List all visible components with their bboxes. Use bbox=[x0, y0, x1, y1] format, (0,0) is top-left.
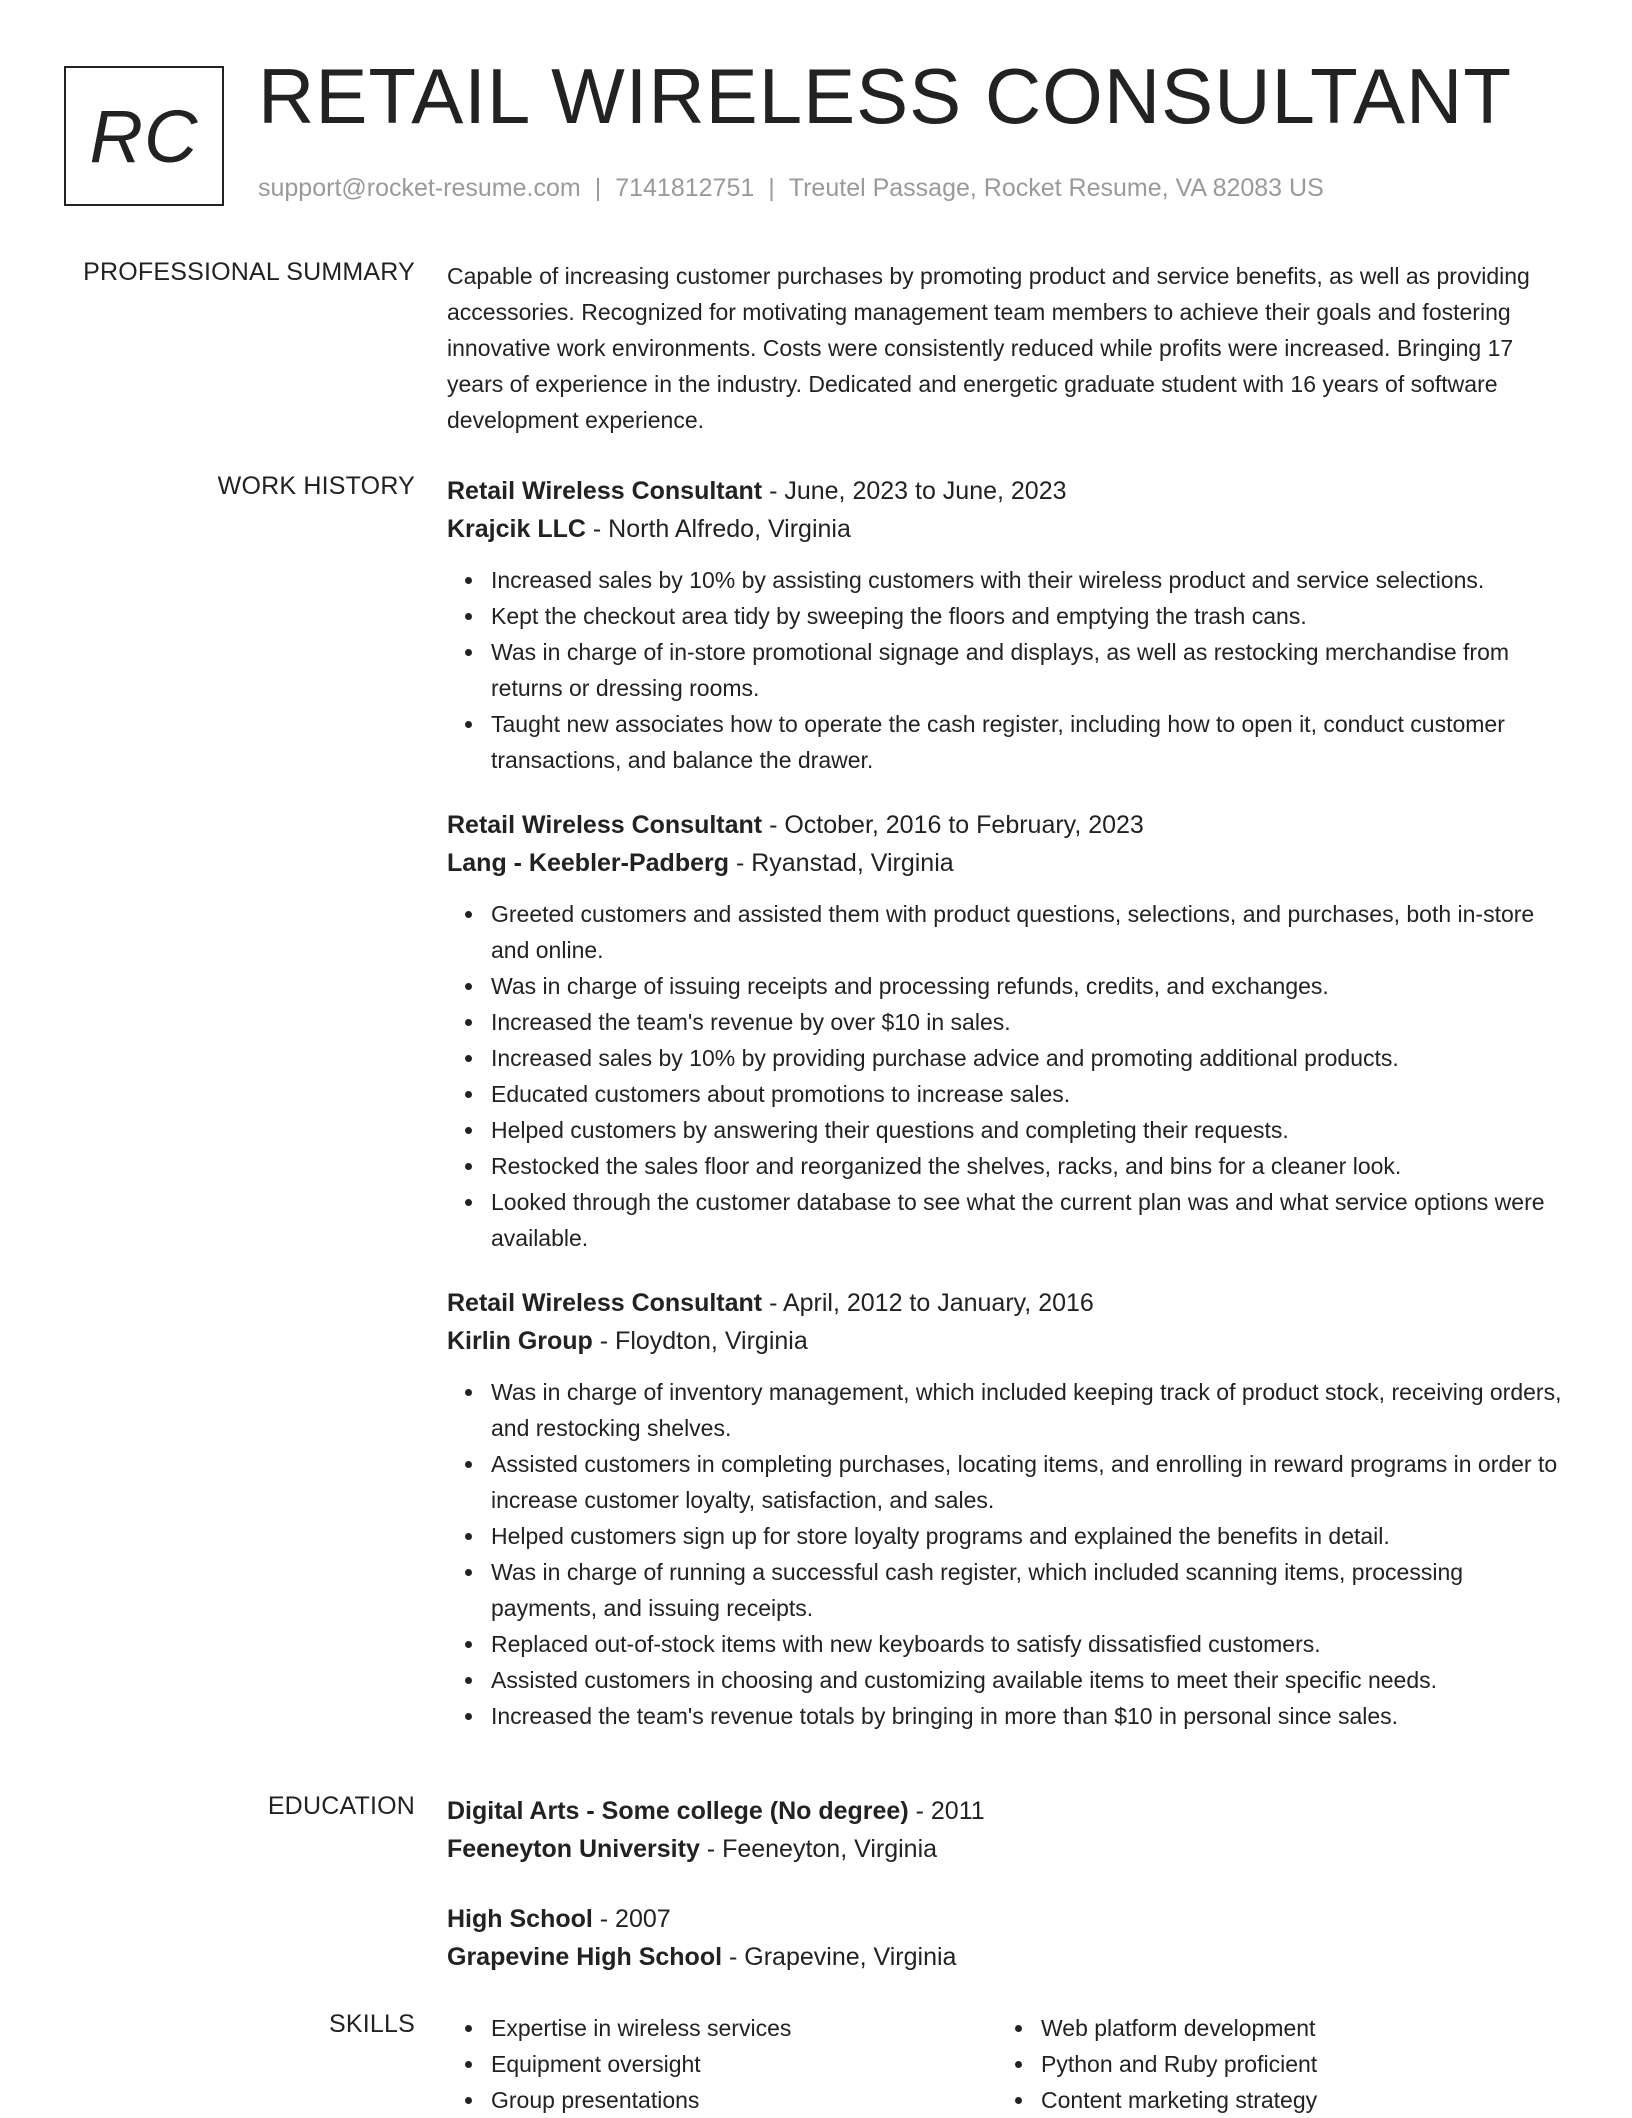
job-bullet: Assisted customers in choosing and customizing available items to meet their specific needs. bbox=[491, 1662, 1572, 1698]
job-location: - Ryanstad, Virginia bbox=[729, 849, 954, 877]
skills-column-left bbox=[447, 2010, 997, 2118]
job-dates: - April, 2012 to January, 2016 bbox=[762, 1289, 1094, 1317]
job-bullet: Assisted customers in completing purchases, locating items, and enrolling in reward programs in order to increase customer loyalty, satisfaction, and sales. bbox=[491, 1446, 1572, 1518]
skill-item: Python and Ruby proficient bbox=[1041, 2046, 1547, 2082]
monogram-initials: RC bbox=[89, 94, 199, 178]
skill-item: Group presentations bbox=[491, 2082, 997, 2118]
education-location: - Feeneyton, Virginia bbox=[699, 1835, 938, 1863]
skills-list bbox=[447, 2010, 997, 2118]
section-label-work-history: WORK HISTORY bbox=[217, 472, 415, 500]
job-bullet: Increased the team's revenue totals by bringing in more than $10 in personal since sales. bbox=[491, 1698, 1572, 1734]
summary-body bbox=[447, 258, 1572, 438]
skills-body bbox=[447, 2010, 1572, 2118]
job-title-line bbox=[447, 1284, 1572, 1322]
job-title: Retail Wireless Consultant bbox=[447, 477, 763, 505]
job-bullets bbox=[447, 562, 1572, 778]
contact-email: support@rocket-resume.com bbox=[258, 174, 581, 202]
job-entry bbox=[447, 1284, 1572, 1734]
job-bullet: Educated customers about promotions to increase sales. bbox=[491, 1076, 1572, 1112]
education-school: Grapevine High School bbox=[447, 1943, 723, 1971]
job-dates: - October, 2016 to February, 2023 bbox=[762, 811, 1144, 839]
job-title-line bbox=[447, 806, 1572, 844]
job-bullet: Restocked the sales floor and reorganized the shelves, racks, and bins for a cleaner look. bbox=[491, 1148, 1572, 1184]
section-label-education: EDUCATION bbox=[267, 1792, 415, 1820]
section-label-summary: PROFESSIONAL SUMMARY bbox=[83, 258, 415, 286]
section-label-skills: SKILLS bbox=[329, 2010, 415, 2038]
summary-text: Capable of increasing customer purchases by promoting product and service benefits, as well as providing accessories. Recognized for motivating management team members to achieve their goals and fostering innovative work environments. Costs were consistently reduced while profits were increased. Bringing 17 years of experience in the industry. Dedicated and energetic graduate student with 16 years of software development experience. bbox=[447, 263, 1530, 433]
contact-separator: | bbox=[594, 174, 602, 202]
job-bullet: Kept the checkout area tidy by sweeping the floors and emptying the trash cans. bbox=[491, 598, 1572, 634]
job-bullet: Helped customers sign up for store loyalty programs and explained the benefits in detail. bbox=[491, 1518, 1572, 1554]
job-company: Krajcik LLC bbox=[447, 515, 586, 543]
education-degree-line bbox=[447, 1792, 1572, 1830]
job-bullets bbox=[447, 896, 1572, 1256]
job-location: - Floydton, Virginia bbox=[592, 1327, 808, 1355]
job-title: Retail Wireless Consultant bbox=[447, 1289, 763, 1317]
job-bullet: Helped customers by answering their questions and completing their requests. bbox=[491, 1112, 1572, 1148]
job-bullet: Greeted customers and assisted them with product questions, selections, and purchases, both in-store and online. bbox=[491, 896, 1572, 968]
job-bullets bbox=[447, 1374, 1572, 1734]
resume-title: RETAIL WIRELESS CONSULTANT bbox=[258, 52, 1512, 140]
skills-columns bbox=[447, 2010, 1572, 2118]
job-title-line bbox=[447, 472, 1572, 510]
skill-item: Expertise in wireless services bbox=[491, 2010, 997, 2046]
job-bullet: Increased sales by 10% by assisting customers with their wireless product and service selections. bbox=[491, 562, 1572, 598]
job-bullet: Looked through the customer database to see what the current plan was and what service options were available. bbox=[491, 1184, 1572, 1256]
job-company-line bbox=[447, 1322, 1572, 1360]
job-bullet: Was in charge of in-store promotional signage and displays, as well as restocking merchandise from returns or dressing rooms. bbox=[491, 634, 1572, 706]
skill-item: Content marketing strategy bbox=[1041, 2082, 1547, 2118]
education-year: - 2007 bbox=[592, 1905, 671, 1933]
job-bullet: Taught new associates how to operate the cash register, including how to open it, conduct customer transactions, and balance the drawer. bbox=[491, 706, 1572, 778]
job-bullet: Increased the team's revenue by over $10 in sales. bbox=[491, 1004, 1572, 1040]
job-dates: - June, 2023 to June, 2023 bbox=[762, 477, 1067, 505]
job-company-line bbox=[447, 510, 1572, 548]
education-school-line bbox=[447, 1938, 1572, 1976]
education-body bbox=[447, 1792, 1572, 2008]
education-year: - 2011 bbox=[908, 1797, 985, 1825]
job-bullet: Was in charge of issuing receipts and processing refunds, credits, and exchanges. bbox=[491, 968, 1572, 1004]
monogram-box bbox=[64, 66, 224, 206]
skill-item: Web platform development bbox=[1041, 2010, 1547, 2046]
education-school: Feeneyton University bbox=[447, 1835, 700, 1863]
job-bullet: Increased sales by 10% by providing purchase advice and promoting additional products. bbox=[491, 1040, 1572, 1076]
education-school-line bbox=[447, 1830, 1572, 1868]
education-location: - Grapevine, Virginia bbox=[722, 1943, 957, 1971]
job-bullet: Was in charge of running a successful cash register, which included scanning items, processing payments, and issuing receipts. bbox=[491, 1554, 1572, 1626]
work-history-body bbox=[447, 472, 1572, 1762]
job-bullet: Was in charge of inventory management, which included keeping track of product stock, receiving orders, and restocking shelves. bbox=[491, 1374, 1572, 1446]
job-title: Retail Wireless Consultant bbox=[447, 811, 763, 839]
job-company: Kirlin Group bbox=[447, 1327, 593, 1355]
skills-column-right bbox=[997, 2010, 1547, 2118]
contact-address: Treutel Passage, Rocket Resume, VA 82083 US bbox=[788, 174, 1324, 202]
job-entry bbox=[447, 472, 1572, 778]
job-company: Lang - Keebler-Padberg bbox=[447, 849, 729, 877]
skills-list bbox=[997, 2010, 1547, 2118]
education-entry bbox=[447, 1900, 1572, 1976]
job-entry bbox=[447, 806, 1572, 1256]
skill-item: Equipment oversight bbox=[491, 2046, 997, 2082]
education-entry bbox=[447, 1792, 1572, 1868]
job-location: - North Alfredo, Virginia bbox=[585, 515, 851, 543]
contact-line bbox=[258, 174, 1324, 203]
contact-phone: 7141812751 bbox=[615, 174, 755, 202]
education-degree-line bbox=[447, 1900, 1572, 1938]
job-company-line bbox=[447, 844, 1572, 882]
contact-separator: | bbox=[768, 174, 775, 202]
education-degree: Digital Arts - Some college (No degree) bbox=[447, 1797, 909, 1825]
education-degree: High School bbox=[447, 1905, 593, 1933]
job-bullet: Replaced out-of-stock items with new keyboards to satisfy dissatisfied customers. bbox=[491, 1626, 1572, 1662]
